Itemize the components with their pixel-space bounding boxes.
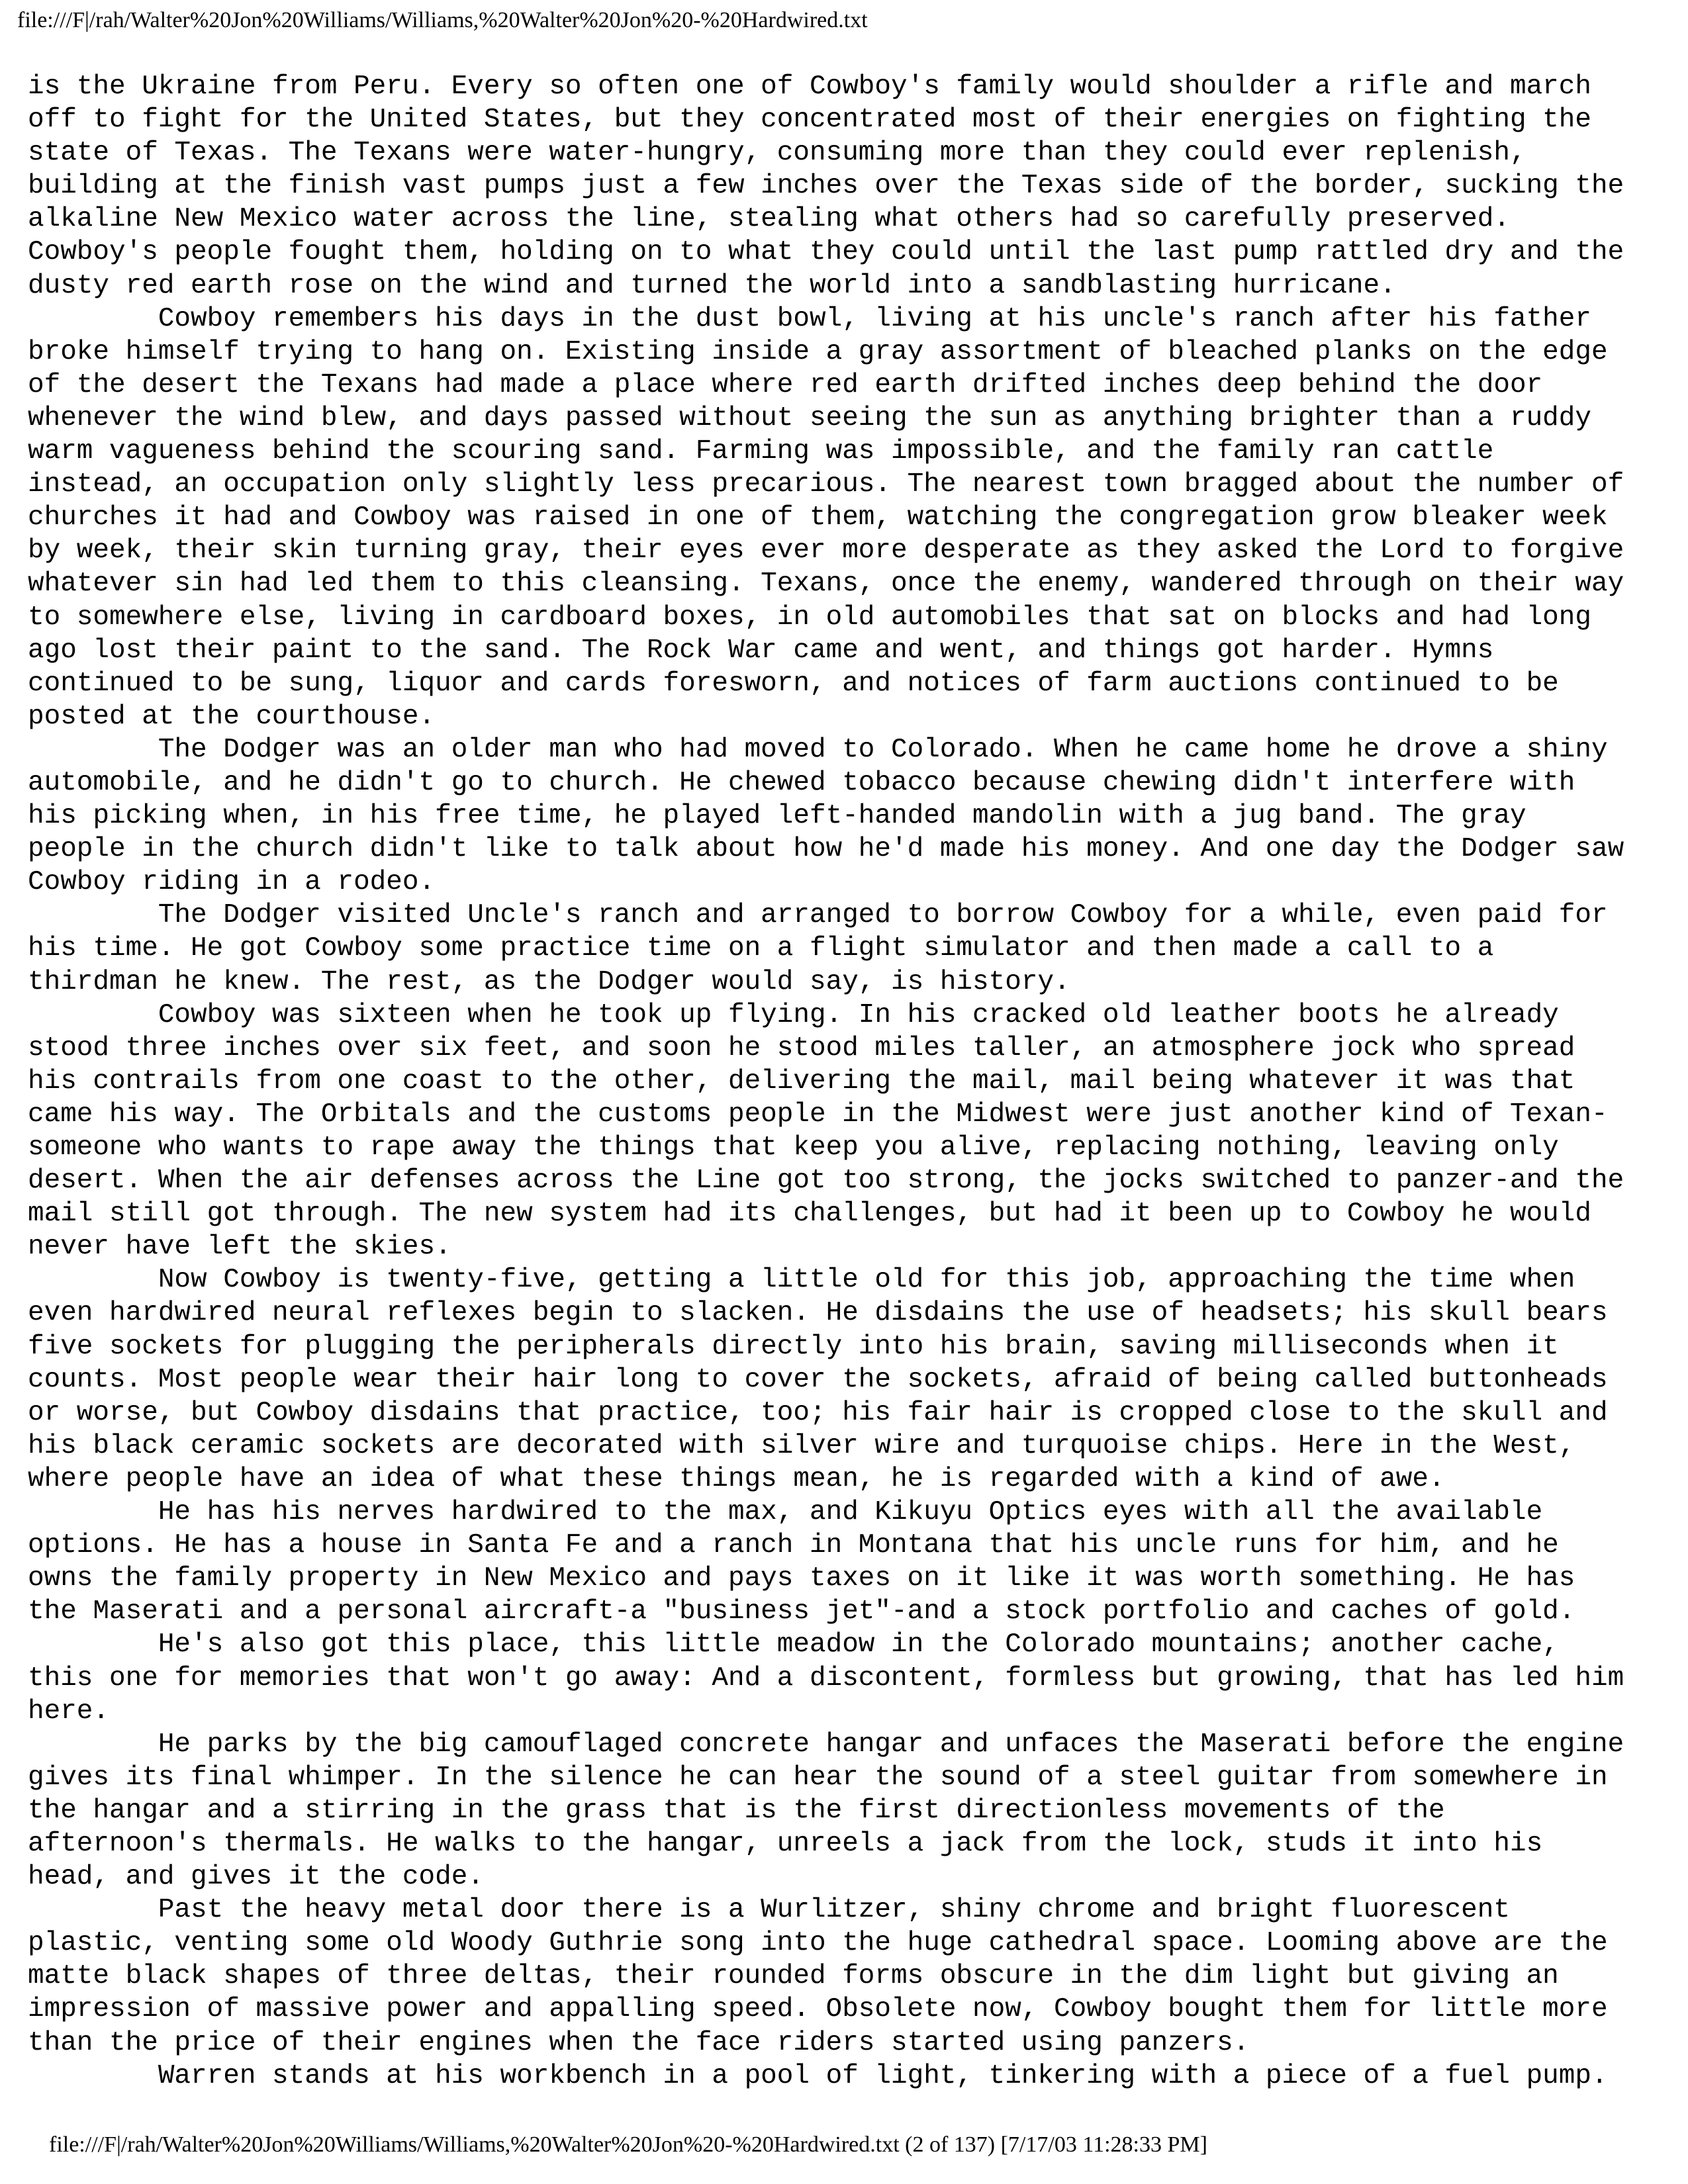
text-line: his black ceramic sockets are decorated with silver wire and turquoise chips. Here in the West, [28, 1430, 1575, 1461]
text-line: is the Ukraine from Peru. Every so often one of Cowboy's family would shoulder a rifle and march [28, 71, 1591, 102]
text-line: head, and gives it the code. [28, 1862, 484, 1893]
text-line: whenever the wind blew, and days passed without seeing the sun as anything brighter than a ruddy [28, 402, 1591, 433]
text-line: The Dodger was an older man who had moved to Colorado. When he came home he drove a shiny [28, 734, 1608, 765]
text-line: He's also got this place, this little meadow in the Colorado mountains; another cache, [28, 1629, 1559, 1661]
page-footer: file:///F|/rah/Walter%20Jon%20Williams/Williams,%20Walter%20Jon%20-%20Hardwired.txt (2 of 137) [7/17/03 11:28:33 PM] [49, 2132, 1207, 2157]
text-line: stood three inches over six feet, and soon he stood miles taller, an atmosphere jock who spread [28, 1032, 1575, 1064]
text-line: his picking when, in his free time, he played left-handed mandolin with a jug band. The gray [28, 801, 1526, 832]
text-line: building at the finish vast pumps just a few inches over the Texas side of the border, sucking the [28, 171, 1624, 202]
text-line: counts. Most people wear their hair long to cover the sockets, afraid of being called buttonheads [28, 1364, 1608, 1395]
text-line: instead, an occupation only slightly less precarious. The nearest town bragged about the number of [28, 469, 1624, 500]
text-line: even hardwired neural reflexes begin to slacken. He disdains the use of headsets; his skull bears [28, 1298, 1608, 1329]
text-line: continued to be sung, liquor and cards foresworn, and notices of farm auctions continued to be [28, 668, 1559, 699]
text-line: Warren stands at his workbench in a pool of light, tinkering with a piece of a fuel pump. [28, 2060, 1608, 2091]
text-line: Cowboy riding in a rodeo. [28, 867, 436, 898]
text-line: someone who wants to rape away the things that keep you alive, replacing nothing, leaving only [28, 1132, 1559, 1163]
text-line: desert. When the air defenses across the Line got too strong, the jocks switched to panzer-and the [28, 1165, 1624, 1197]
text-line: to somewhere else, living in cardboard boxes, in old automobiles that sat on blocks and had long [28, 602, 1591, 633]
text-line: state of Texas. The Texans were water-hungry, consuming more than they could ever replenish, [28, 138, 1526, 169]
text-line: than the price of their engines when the face riders started using panzers. [28, 2027, 1250, 2058]
text-line: the Maserati and a personal aircraft-a "business jet"-and a stock portfolio and caches of gold. [28, 1596, 1575, 1627]
text-line: his time. He got Cowboy some practice time on a flight simulator and then made a call to a [28, 933, 1494, 964]
text-line: ago lost their paint to the sand. The Rock War came and went, and things got harder. Hymns [28, 635, 1494, 666]
text-line: Cowboy's people fought them, holding on to what they could until the last pump rattled dry and the [28, 237, 1624, 268]
text-line: five sockets for plugging the peripherals directly into his brain, saving milliseconds when it [28, 1331, 1559, 1362]
text-line: came his way. The Orbitals and the customs people in the Midwest were just another kind of Texan- [28, 1099, 1608, 1130]
text-line: people in the church didn't like to talk about how he'd made his money. And one day the Dodger saw [28, 834, 1624, 865]
text-line: off to fight for the United States, but they concentrated most of their energies on fighting the [28, 105, 1591, 136]
text-line: He has his nerves hardwired to the max, and Kikuyu Optics eyes with all the available [28, 1497, 1543, 1528]
text-line: where people have an idea of what these things mean, he is regarded with a kind of awe. [28, 1463, 1445, 1494]
text-line: never have left the skies. [28, 1232, 451, 1263]
text-line: broke himself trying to hang on. Existing inside a gray assortment of bleached planks on the edge [28, 336, 1608, 367]
text-line: or worse, but Cowboy disdains that practice, too; his fair hair is cropped close to the skull and [28, 1397, 1608, 1428]
text-line: mail still got through. The new system had its challenges, but had it been up to Cowboy he would [28, 1199, 1591, 1230]
text-line: posted at the courthouse. [28, 701, 436, 732]
text-line: afternoon's thermals. He walks to the hangar, unreels a jack from the lock, studs it into his [28, 1828, 1543, 1859]
text-line: this one for memories that won't go away: And a discontent, formless but growing, that has led him [28, 1662, 1624, 1694]
text-line: impression of massive power and appalling speed. Obsolete now, Cowboy bought them for little more [28, 1994, 1608, 2025]
text-line: Now Cowboy is twenty-five, getting a little old for this job, approaching the time when [28, 1265, 1575, 1296]
document-body-text [28, 70, 1624, 2093]
text-line: gives its final whimper. In the silence he can hear the sound of a steel guitar from somewhere in [28, 1762, 1608, 1793]
text-line: He parks by the big camouflaged concrete hangar and unfaces the Maserati before the engine [28, 1729, 1624, 1760]
text-line: options. He has a house in Santa Fe and a ranch in Montana that his uncle runs for him, and he [28, 1530, 1559, 1561]
text-line: automobile, and he didn't go to church. He chewed tobacco because chewing didn't interfere with [28, 767, 1575, 798]
text-line: warm vagueness behind the scouring sand. Farming was impossible, and the family ran cattle [28, 436, 1494, 467]
text-line: plastic, venting some old Woody Guthrie song into the huge cathedral space. Looming above are the [28, 1928, 1608, 1959]
text-line: Cowboy was sixteen when he took up flying. In his cracked old leather boots he already [28, 999, 1559, 1030]
text-line: his contrails from one coast to the other, delivering the mail, mail being whatever it was that [28, 1066, 1575, 1097]
text-line: whatever sin had led them to this cleansing. Texans, once the enemy, wandered through on their way [28, 569, 1624, 600]
text-line: the hangar and a stirring in the grass that is the first directionless movements of the [28, 1795, 1445, 1826]
text-line: by week, their skin turning gray, their eyes ever more desperate as they asked the Lord to forgive [28, 535, 1624, 567]
text-line: matte black shapes of three deltas, their rounded forms obscure in the dim light but giving an [28, 1961, 1559, 1992]
text-line: alkaline New Mexico water across the line, stealing what others had so carefully preserved. [28, 204, 1510, 235]
text-line: The Dodger visited Uncle's ranch and arranged to borrow Cowboy for a while, even paid for [28, 900, 1608, 931]
page-header-path: file:///F|/rah/Walter%20Jon%20Williams/Williams,%20Walter%20Jon%20-%20Hardwired.txt [17, 8, 868, 32]
text-line: of the desert the Texans had made a place where red earth drifted inches deep behind the door [28, 369, 1543, 400]
text-line: Cowboy remembers his days in the dust bowl, living at his uncle's ranch after his father [28, 303, 1591, 334]
text-line: churches it had and Cowboy was raised in one of them, watching the congregation grow bleaker week [28, 502, 1608, 533]
text-line: dusty red earth rose on the wind and turned the world into a sandblasting hurricane. [28, 270, 1396, 301]
text-line: owns the family property in New Mexico and pays taxes on it like it was worth something. He has [28, 1563, 1575, 1594]
text-line: thirdman he knew. The rest, as the Dodger would say, is history. [28, 966, 1070, 997]
text-line: here. [28, 1696, 110, 1727]
text-line: Past the heavy metal door there is a Wurlitzer, shiny chrome and bright fluorescent [28, 1895, 1510, 1926]
